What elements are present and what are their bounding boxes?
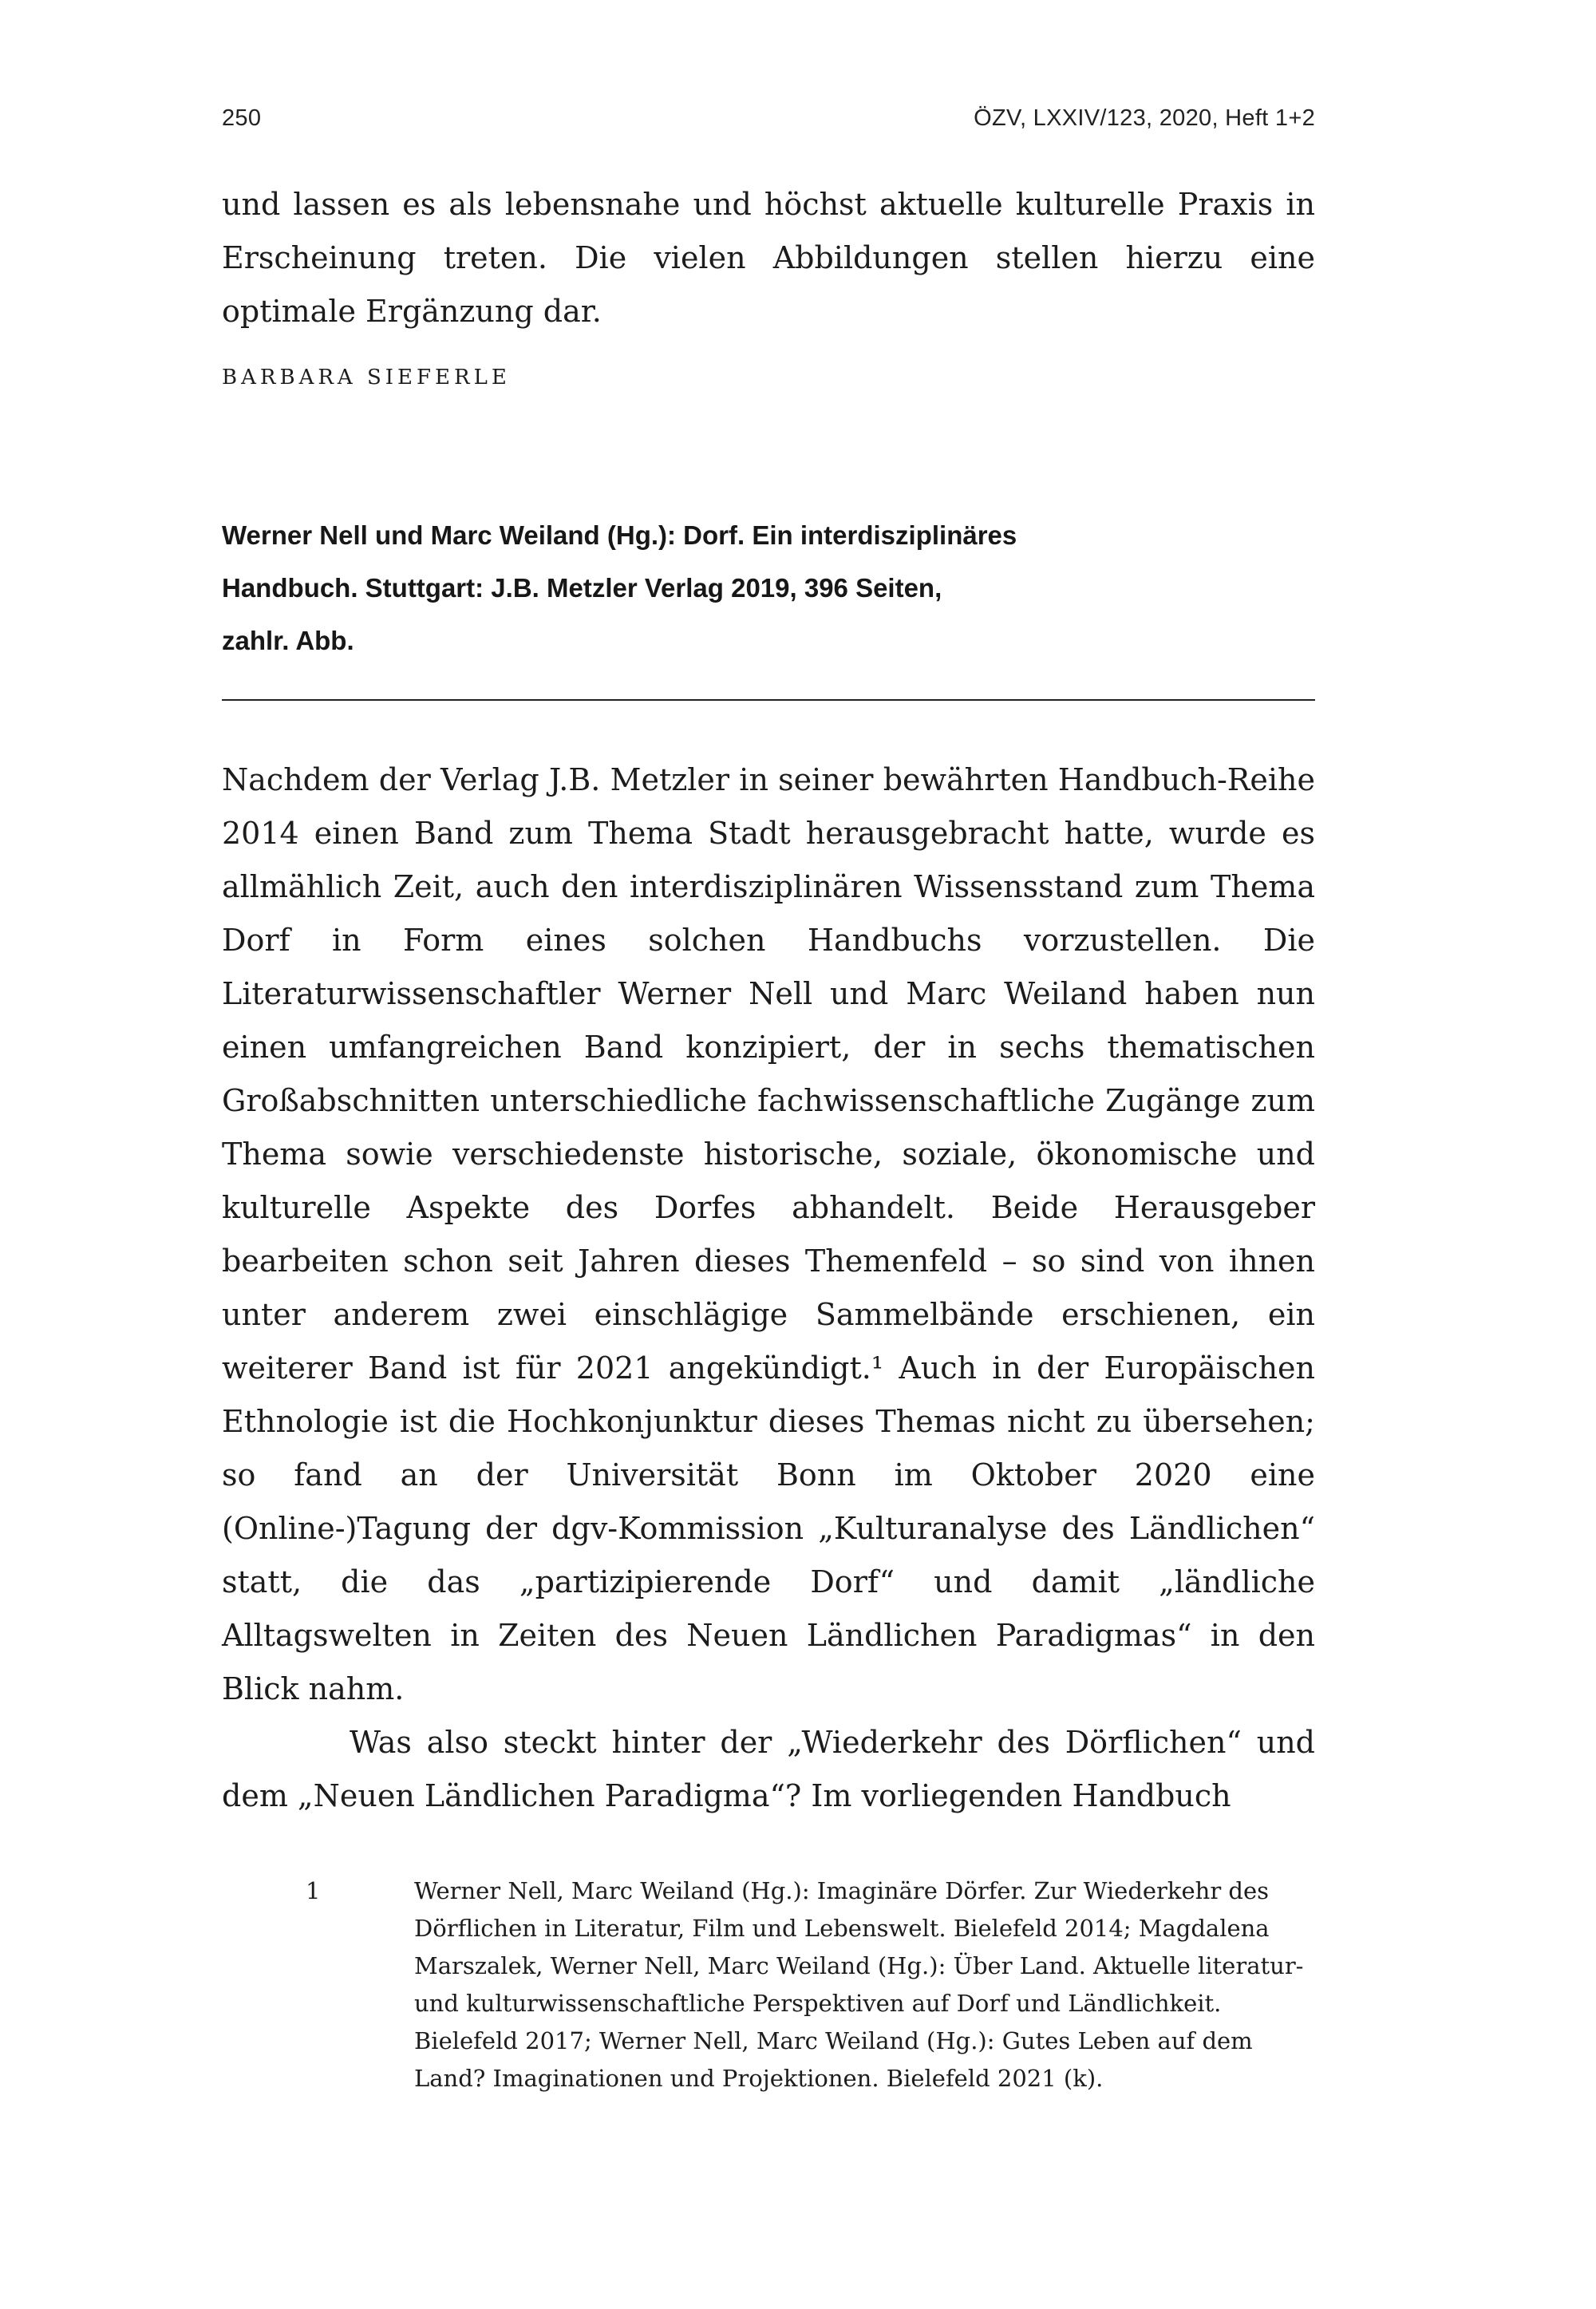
section-divider	[222, 699, 1315, 701]
previous-review-closing-paragraph: und lassen es als lebensnahe und höchst aktuelle kulturelle Praxis in Erscheinung treten. Die vielen Abbildungen stellen hierzu eine optimale Ergänzung dar.	[222, 187, 1315, 329]
journal-header: ÖZV, LXXIV/123, 2020, Heft 1+2	[974, 105, 1315, 131]
footnote-number: 1	[306, 1877, 321, 1904]
page-content	[222, 0, 1315, 2097]
review-paragraph-2: Was also steckt hinter der „Wiederkehr des Dörflichen“ und dem „Neuen Ländlichen Paradigma“? Im vorliegenden Handbuch	[222, 1725, 1315, 1813]
footnote-block	[222, 1872, 1315, 2097]
review-heading-line-3: zahlr. Abb.	[222, 626, 354, 655]
review-paragraph-1: Nachdem der Verlag J.B. Metzler in seiner bewährten Handbuch-Reihe 2014 einen Band zum Thema Stadt herausgebracht hatte, wurde es allmählich Zeit, auch den interdisziplinären Wissensstand zum Thema Dorf in Form eines solchen Handbuchs vorzustellen. Die Literaturwissenschaftler Werner Nell und Marc Weiland haben nun einen umfangreichen Band konzipiert, der in sechs thematischen Großabschnitten unterschiedliche fachwissenschaftliche Zugänge zum Thema sowie verschiedenste historische, soziale, ökonomische und kulturelle Aspekte des Dorfes abhandelt. Beide Herausgeber bearbeiten schon seit Jahren dieses Themenfeld – so sind von ihnen unter anderem zwei einschlägige Sammelbände erschienen, ein weiterer Band ist für 2021 angekündigt.¹ Auch in der Europäischen Ethnologie ist die Hochkonjunktur dieses Themas nicht zu übersehen; so fand an der Universität Bonn im Oktober 2020 eine (Online-)Tagung der dgv-Kommission „Kulturanalyse des Ländlichen“ statt, die das „partizipierende Dorf“ und damit „ländliche Alltagswelten in Zeiten des Neuen Ländlichen Paradigmas“ in den Blick nahm.	[222, 762, 1315, 1706]
review-heading-line-2: Handbuch. Stuttgart: J.B. Metzler Verlag 2019, 396 Seiten,	[222, 573, 942, 603]
footnote-text: Werner Nell, Marc Weiland (Hg.): Imaginäre Dörfer. Zur Wiederkehr des Dörflichen in Literatur, Film und Lebenswelt. Bielefeld 2014; Magdalena Marszalek, Werner Nell, Marc Weiland (Hg.): Über Land. Aktuelle literatur- und kulturwissenschaftliche Perspektiven auf Dorf und Ländlichkeit. Bielefeld 2017; Werner Nell, Marc Weiland (Hg.): Gutes Leben auf dem Land? Imaginationen und Projektionen. Bielefeld 2021 (k).	[414, 1877, 1304, 2092]
running-head	[222, 0, 1315, 132]
review-heading	[222, 509, 1315, 667]
review-heading-line-1: Werner Nell und Marc Weiland (Hg.): Dorf. Ein interdisziplinäres	[222, 520, 1017, 550]
author-signature: BARBARA SIEFERLE	[222, 366, 511, 389]
page-number: 250	[222, 105, 262, 131]
